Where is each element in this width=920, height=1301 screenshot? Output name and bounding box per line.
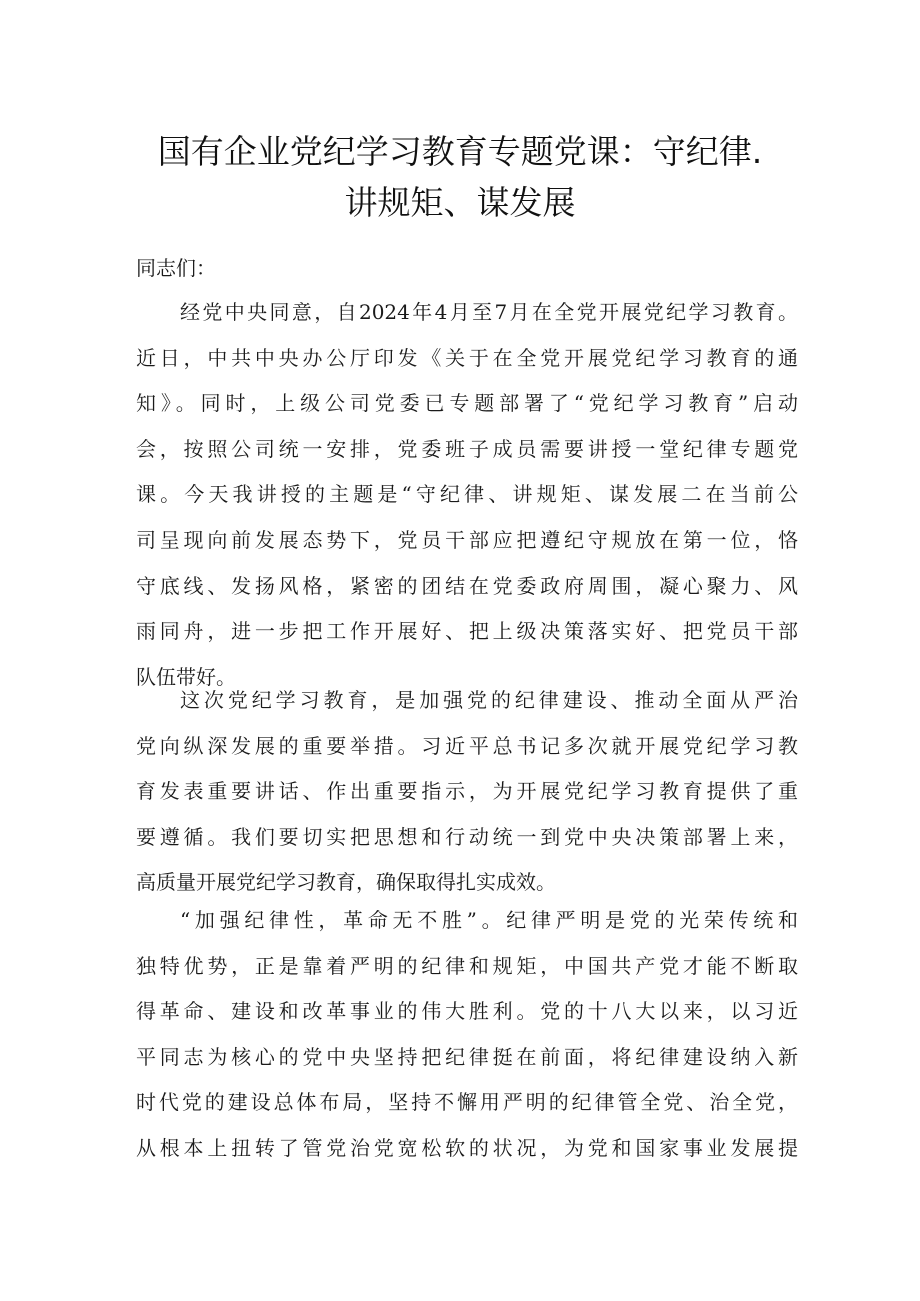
paragraph-line: 高质量开展党纪学习教育，确保取得扎实成效。 bbox=[136, 870, 556, 895]
paragraph-line: 从根本上扭转了管党治党宽松软的状况，为党和国家事业发展提 bbox=[136, 1135, 798, 1160]
paragraph-line: 平同志为核心的党中央坚持把纪律挺在前面，将纪律建设纳入新 bbox=[136, 1044, 798, 1069]
paragraph-line: 课。今天我讲授的主题是“守纪律、讲规矩、谋发展二在当前公 bbox=[136, 482, 798, 507]
paragraph-1 bbox=[136, 290, 798, 700]
paragraph-line: 知》。同时，上级公司党委已专题部署了“党纪学习教育”启动 bbox=[136, 391, 798, 416]
paragraph-line: 司呈现向前发展态势下，党员干部应把遵纪守规放在第一位，恪 bbox=[136, 527, 798, 552]
paragraph-2 bbox=[136, 678, 798, 906]
document-title-line-1: 国有企业党纪学习教育专题党课：守纪律. bbox=[157, 132, 763, 171]
paragraph-line: 育发表重要讲话、作出重要指示，为开展党纪学习教育提供了重 bbox=[136, 779, 798, 804]
paragraph-line: 经党中央同意，自2024年4月至7月在全党开展党纪学习教育。 bbox=[180, 300, 798, 324]
paragraph-line: 近日，中共中央办公厅印发《关于在全党开展党纪学习教育的通 bbox=[136, 345, 798, 370]
paragraph-line: 党向纵深发展的重要举措。习近平总书记多次就开展党纪学习教 bbox=[136, 733, 798, 758]
paragraph-line: 得革命、建设和改革事业的伟大胜利。党的十八大以来，以习近 bbox=[136, 999, 798, 1024]
greeting: 同志们： bbox=[136, 256, 216, 280]
paragraph-line: 队伍带好。 bbox=[136, 664, 236, 689]
paragraph-line: “加强纪律性，革命无不胜”。纪律严明是党的光荣传统和 bbox=[180, 908, 798, 932]
paragraph-line: 这次党纪学习教育，是加强党的纪律建设、推动全面从严治 bbox=[180, 688, 798, 712]
paragraph-line: 雨同舟，进一步把工作开展好、把上级决策落实好、把党员干部 bbox=[136, 619, 798, 644]
paragraph-line: 会，按照公司统一安排，党委班子成员需要讲授一堂纪律专题党 bbox=[136, 436, 798, 461]
paragraph-line: 守底线、发扬风格，紧密的团结在党委政府周围，凝心聚力、风 bbox=[136, 573, 798, 598]
paragraph-line: 要遵循。我们要切实把思想和行动统一到党中央决策部署上来， bbox=[136, 824, 798, 849]
paragraph-3 bbox=[136, 898, 798, 1172]
paragraph-line: 独特优势，正是靠着严明的纪律和规矩，中国共产党才能不断取 bbox=[136, 953, 798, 978]
document-title-line-2: 讲规矩、谋发展 bbox=[344, 183, 576, 222]
paragraph-line: 时代党的建设总体布局，坚持不懈用严明的纪律管全党、治全党， bbox=[136, 1090, 798, 1115]
